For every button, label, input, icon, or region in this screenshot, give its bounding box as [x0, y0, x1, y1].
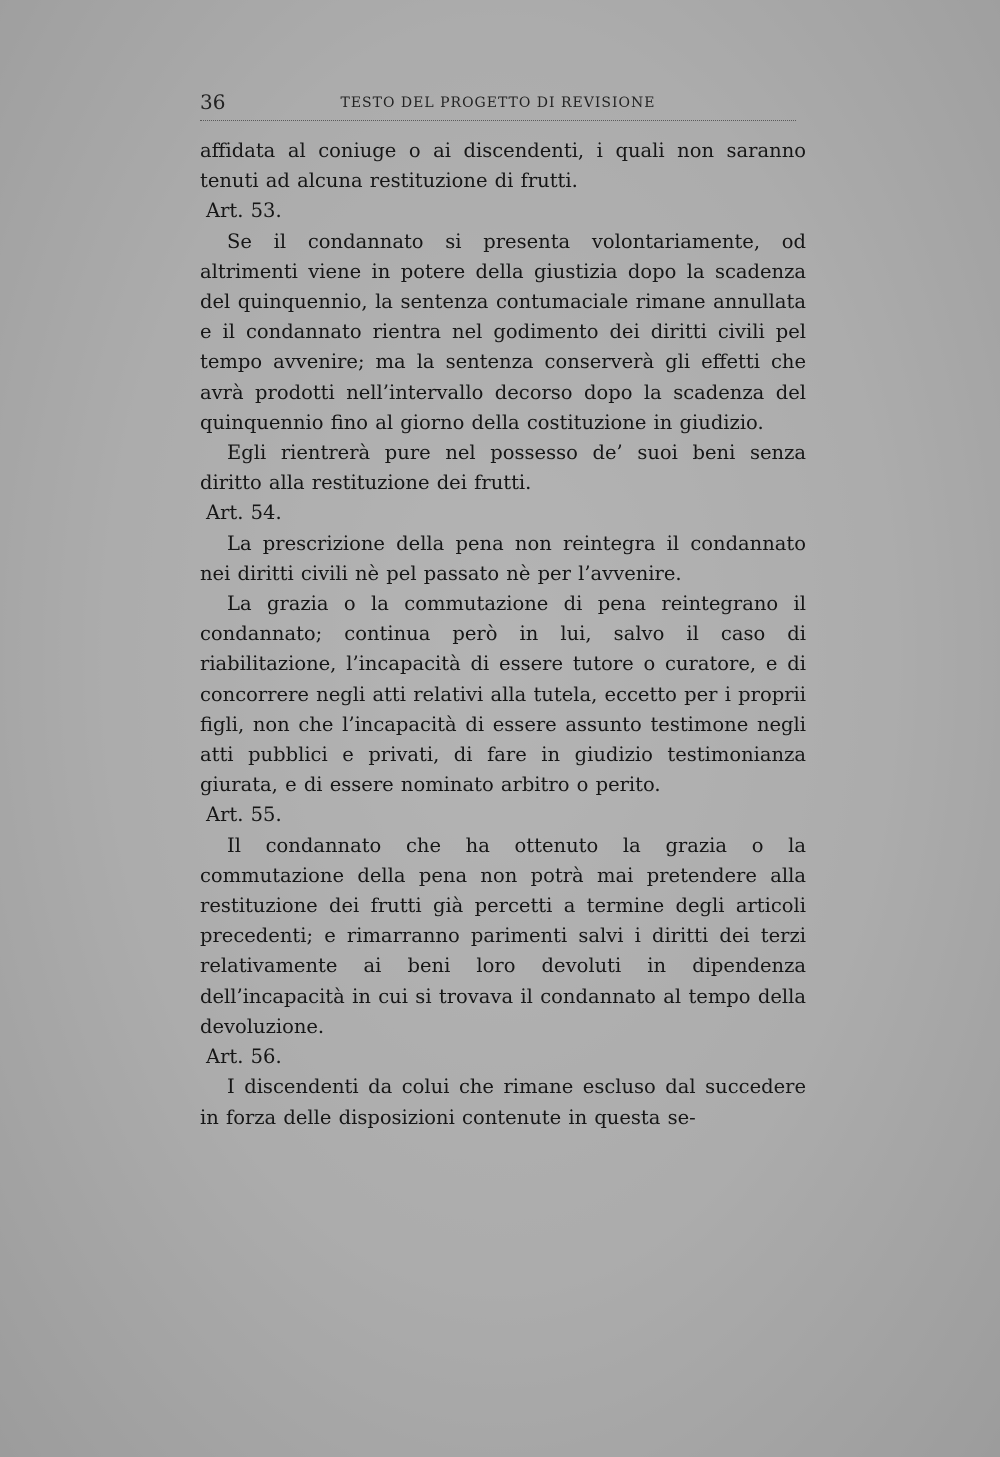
article-53-heading: Art. 53.: [206, 199, 282, 223]
article-53-paragraph-1: Se il condannato si presenta volontariamente, od altrimenti viene in potere della giustizia dopo la scadenza del quinquennio, la sentenza contumaciale rimane annullata e il condannato rientra nel godimento dei diritti civili pel tempo avvenire; ma la sentenza conserverà gli effetti che avrà prodotti nell’intervallo decorso dopo la scadenza del quinquennio fino al giorno della costituzione in giudizio.: [200, 229, 806, 434]
running-head: TESTO DEL PROGETTO DI REVISIONE: [340, 95, 656, 111]
article-56-heading: Art. 56.: [206, 1045, 282, 1069]
article-55-paragraph-1: Il condannato che ha ottenuto la grazia o la commutazione della pena non potrà mai pretendere alla restituzione dei frutti già percetti a termine degli articoli precedenti; e rimarranno parimenti salvi i diritti dei terzi relativamente ai beni loro devoluti in dipendenza dell’incapacità in cui si trovava il condannato al tempo della devoluzione.: [200, 833, 806, 1038]
opening-paragraph: affidata al coniuge o ai discendenti, i quali non saranno tenuti ad alcuna restituzione di frutti.: [200, 139, 806, 193]
article-54-heading: Art. 54.: [206, 501, 282, 525]
article-56-paragraph-1: I discendenti da colui che rimane escluso dal succedere in forza delle disposizioni contenute in questa se-: [200, 1075, 806, 1129]
page-header: [200, 90, 796, 121]
article-53-paragraph-2: Egli rientrerà pure nel possesso de’ suoi beni senza diritto alla restituzione dei frutti.: [200, 441, 806, 495]
article-54-paragraph-1: La prescrizione della pena non reintegra il condannato nei diritti civili nè pel passato nè per l’avvenire.: [200, 531, 806, 585]
article-54-paragraph-2: La grazia o la commutazione di pena reintegrano il condannato; continua però in lui, salvo il caso di riabilitazione, l’incapacità di essere tutore o curatore, e di concorrere negli atti relativi alla tutela, eccetto per i proprii figli, non che l’incapacità di essere assunto testimone negli atti pubblici e privati, di fare in giudizio testimonianza giurata, e di essere nominato arbitro o perito.: [200, 592, 806, 797]
page-body: [200, 136, 806, 1133]
page-number: 36: [200, 90, 226, 114]
article-55-heading: Art. 55.: [206, 803, 282, 827]
